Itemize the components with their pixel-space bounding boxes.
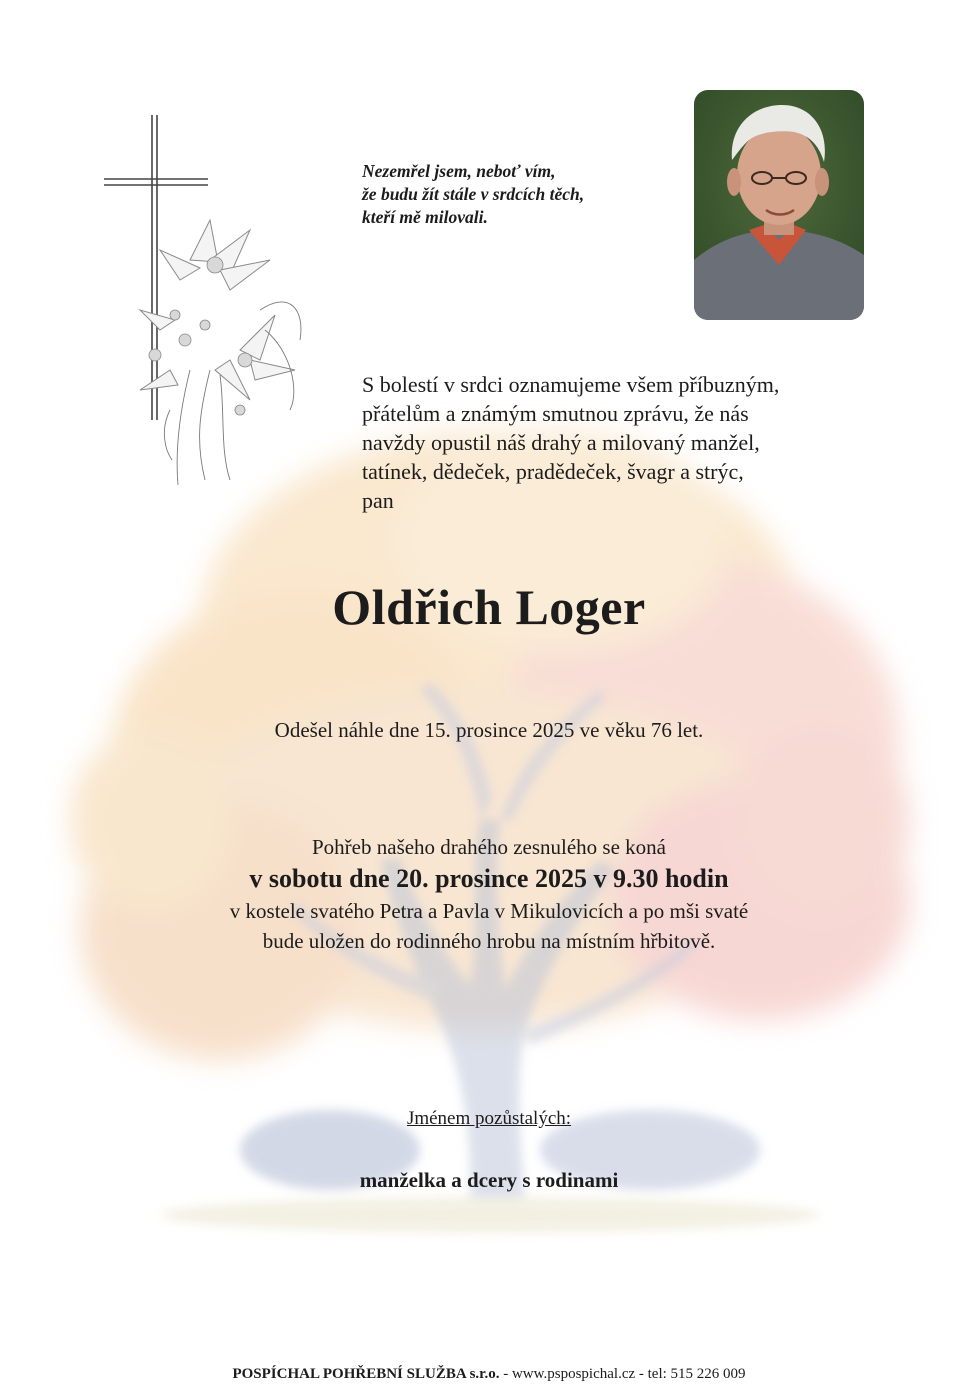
funeral-place-line: bude uložen do rodinného hrobu na místním hřbitově. xyxy=(262,929,716,953)
motto-line: Nezemřel jsem, neboť vím, xyxy=(362,161,556,181)
portrait-photo xyxy=(694,90,864,320)
funeral-datetime: v sobotu dne 20. prosince 2025 v 9.30 hodin xyxy=(249,864,729,893)
death-notice: Odešel náhle dne 15. prosince 2025 ve věku 76 let. xyxy=(274,718,704,742)
motto-line: že budu žít stále v srdcích těch, xyxy=(362,184,585,204)
cross-with-lilies-illustration xyxy=(100,110,315,495)
footer-company: POSPÍCHAL POHŘEBNÍ SLUŽBA s.r.o. xyxy=(232,1366,500,1382)
funeral-details xyxy=(0,832,978,956)
survivors-names: manželka a dcery s rodinami xyxy=(359,1168,619,1192)
announcement-line: tatínek, dědeček, pradědeček, švagr a strýc, xyxy=(362,459,744,484)
announcement-line: navždy opustil náš drahý a milovaný manžel, xyxy=(362,430,760,455)
announcement-line: přátelům a známým smutnou zprávu, že nás xyxy=(362,401,749,426)
memorial-motto xyxy=(362,160,662,229)
funeral-intro: Pohřeb našeho drahého zesnulého se koná xyxy=(312,835,666,859)
funeral-place-line: v kostele svatého Petra a Pavla v Mikulovicích a po mši svaté xyxy=(229,899,749,923)
motto-line: kteří mě milovali. xyxy=(362,207,488,227)
announcement-line: pan xyxy=(362,488,394,513)
announcement-text xyxy=(362,370,832,515)
announcement-line: S bolestí v srdci oznamujeme všem příbuzným, xyxy=(362,372,780,397)
survivors-label: Jménem pozůstalých: xyxy=(406,1108,572,1129)
funeral-service-footer xyxy=(0,1366,978,1383)
deceased-name: Oldřich Loger xyxy=(332,579,646,635)
footer-contact: - www.pspospichal.cz - tel: 515 226 009 xyxy=(499,1366,746,1382)
